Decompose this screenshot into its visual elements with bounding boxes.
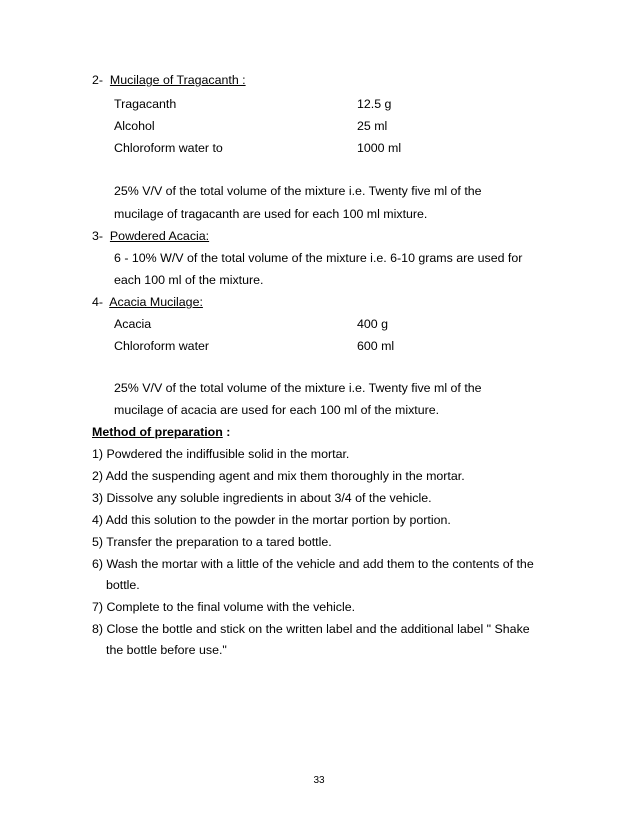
ingredient-name: Tragacanth: [114, 97, 177, 111]
method-step: 6) Wash the mortar with a little of the vehicle and add them to the contents of the: [92, 557, 534, 571]
ingredient-name: Chloroform water: [114, 339, 210, 353]
section-2-note-line: 25% V/V of the total volume of the mixture i.e. Twenty five ml of the: [114, 184, 482, 198]
method-step: 2) Add the suspending agent and mix them thoroughly in the mortar.: [92, 469, 465, 483]
ingredient-name: Acacia: [114, 317, 152, 331]
section-3-title: Powdered Acacia:: [109, 229, 210, 243]
section-4-note-line: 25% V/V of the total volume of the mixture i.e. Twenty five ml of the: [114, 381, 482, 395]
method-step-continuation: the bottle before use.": [106, 643, 227, 657]
ingredient-amount: 1000 ml: [357, 141, 402, 155]
ingredient-amount: 25 ml: [357, 119, 388, 133]
ingredient-amount: 12.5 g: [357, 97, 392, 111]
ingredient-name: Alcohol: [114, 119, 155, 133]
section-4-title: Acacia Mucilage:: [109, 295, 203, 309]
section-2-note-line: mucilage of tragacanth are used for each 100 ml mixture.: [114, 207, 428, 221]
method-heading-text: Method of preparation: [92, 425, 223, 439]
section-3-note-line: 6 - 10% W/V of the total volume of the mixture i.e. 6-10 grams are used for: [114, 251, 523, 265]
section-2-heading: [92, 73, 246, 88]
method-step: 8) Close the bottle and stick on the written label and the additional label " Shake: [92, 622, 530, 636]
method-heading-colon: :: [226, 425, 231, 439]
section-3-note-line: each 100 ml of the mixture.: [114, 273, 264, 287]
section-2-number: 2-: [92, 73, 104, 87]
section-3-heading: [92, 229, 209, 244]
section-3-number: 3-: [92, 229, 104, 243]
method-step: 1) Powdered the indiffusible solid in the mortar.: [92, 447, 350, 461]
page-number: 33: [313, 775, 325, 786]
section-4-note-line: mucilage of acacia are used for each 100 ml of the mixture.: [114, 403, 440, 417]
method-step: 4) Add this solution to the powder in the mortar portion by portion.: [92, 513, 451, 527]
section-4-heading: [92, 295, 203, 310]
method-step-continuation: bottle.: [106, 578, 140, 592]
ingredient-name: Chloroform water to: [114, 141, 223, 155]
method-heading: [92, 425, 230, 440]
method-step: 7) Complete to the final volume with the vehicle.: [92, 600, 356, 614]
section-4-number: 4-: [92, 295, 104, 309]
method-step: 3) Dissolve any soluble ingredients in about 3/4 of the vehicle.: [92, 491, 432, 505]
ingredient-amount: 400 g: [357, 317, 389, 331]
method-step: 5) Transfer the preparation to a tared bottle.: [92, 535, 332, 549]
ingredient-amount: 600 ml: [357, 339, 395, 353]
section-2-title: Mucilage of Tragacanth :: [109, 73, 246, 87]
